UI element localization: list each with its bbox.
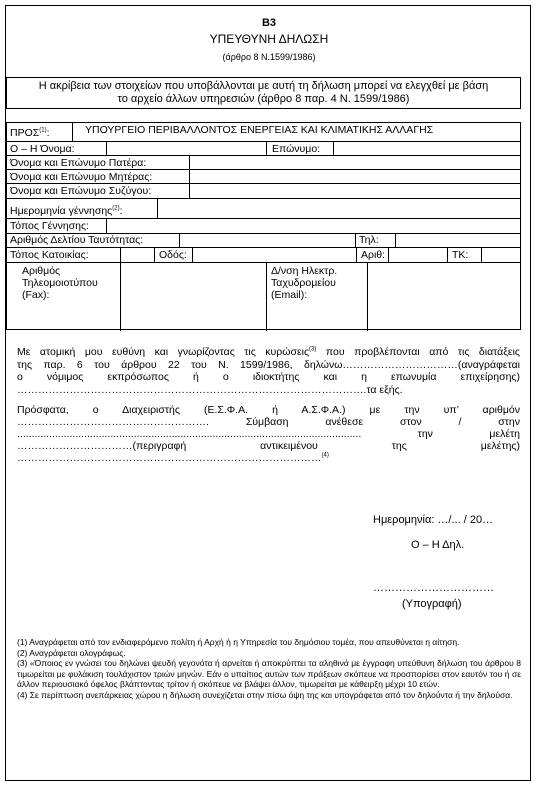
id-card-label: Αριθμός Δελτίου Ταυτότητας: [10,234,144,246]
birth-date-label: Ημερομηνία γέννησης$^{(2)}$: [10,205,123,217]
document-subtitle: (άρθρο 8 Ν.1599/1986) [222,52,316,62]
declaration-paragraph-2 [17,404,520,464]
pros-recipient: ΥΠΟΥΡΓΕΙΟ ΠΕΡΙΒΑΛΛΟΝΤΟΣ ΕΝΕΡΓΕΙΑΣ ΚΑΙ ΚΛΙΜΑΤΙΚΗΣ ΑΛΛΑΓΗΣ [85,124,434,136]
footnote-1: (1) Αναγράφεται από τον ενδιαφερόμενο πολίτη ή Αρχή ή η Υπηρεσία του δημόσιου τομέα, που απευθύνεται η αίτηση. [17,637,460,647]
declaration-line: ...................................................................................................................... την μελέτη [17,428,520,440]
fax-label-2: Τηλεομοιοτύπου [22,277,98,289]
email-label-1: Δ/νση Ηλεκτρ. [271,265,338,277]
footnotes [17,637,521,700]
email-label-2: Ταχυδρομείου [271,277,336,289]
form-code: B3 [261,17,277,29]
signature-caption: (Υπογραφή) [402,598,462,610]
declaration-paragraph-1 [17,346,520,396]
date-field: Ημερομηνία: …/... / 20… [373,514,494,526]
notice-line-2: το αρχείο άλλων υπηρεσιών (άρθρο 8 παρ. 4 Ν. 1599/1986) [117,93,410,105]
declaration-line: ………………………………………………. Σύμβαση ανέθεσε στον / στην [17,416,520,428]
birth-place-label: Τόπος Γέννησης: [10,220,89,232]
pros-label: ΠΡΟΣ$^{(1)}$: [10,127,50,139]
email-label-3: (Email): [271,289,308,301]
mother-name-label: Όνομα και Επώνυμο Μητέρας: [10,171,153,183]
residence-label: Τόπος Κατοικίας: [10,249,89,261]
notice-line-1: Η ακρίβεια των στοιχείων που υποβάλλονται με αυτή τη δήλωση μπορεί να ελεγχθεί με βάση [38,80,489,92]
footnote-4: (4) Σε περίπτωση ανεπάρκειας χώρου η δήλωση συνεχίζεται στην πίσω όψη της και υπογράφεται από τον δηλούντα ή την δηλούσα. [17,689,513,700]
phone-label: Τηλ: [359,234,379,246]
declaration-line: ……………………………(περιγραφή αντικειμένου της μελέτης) [17,440,520,452]
declarant-label: Ο – Η Δηλ. [411,539,465,551]
declaration-line: ο νόμιμος εκπρόσωπος ή ο ιδιοκτήτης και η επωνυμία επιχείρησης) [17,371,520,383]
fax-label-3: (Fax): [22,289,50,301]
footnote-2: (2) Αναγράφεται ολογράφως. [17,647,126,658]
declaration-line: Με ατομική μου ευθύνη και γνωρίζοντας τις κυρώσεις$^{(3)}$ που προβλέπονται από τις διατάξεις [17,346,520,358]
spouse-name-label: Όνομα και Επώνυμο Συζύγου: [10,185,152,197]
declaration-line: ……………………………………………………………………………$^{(4)}$ [17,452,329,464]
postcode-label: ΤΚ: [452,249,469,261]
declaration-line: της παρ. 6 του άρθρου 22 του Ν. 1599/1986, δηλώνω……………………………(αναγράφεται [17,358,520,371]
fax-label-1: Αριθμός [22,265,61,277]
document-title: ΥΠΕΥΘΥΝΗ ΔΗΛΩΣΗ [209,32,329,46]
declaration-line: ……………………………………………………………………………………….τα εξής. [17,383,403,396]
surname-label: Επώνυμο: [272,143,321,155]
father-name-label: Όνομα και Επώνυμο Πατέρα: [10,157,147,169]
declaration-line: Πρόσφατα, ο Διαχειριστής (Ε.Σ.Φ.Α. ή Α.Σ.Φ.Α.) με την υπ’ αριθμόν [17,404,520,416]
notice-box [6,77,521,109]
personal-details-table [6,122,521,330]
footnote-3: (3) «Όποιος εν γνώσει του δηλώνει ψευδή γεγονότα ή αρνείται ή αποκρύπτει τα αληθινά με έγγραφη υπεύθυνη δήλωση του άρθρου 8 τιμωρείται με φυλάκιση τουλάχιστον τριών μηνών. Εάν ο υπαίτιος αυτών των πράξεων σκόπευε να προσπορίσει στον εαυτόν του ή σε άλλον περιουσιακό όφελος βλάπτοντας τρίτον ή σκόπευε να βλάψει άλλον, τιμωρείται με κάθειρξη μέχρι 10 ετών. [17,658,521,689]
number-label: Αριθ: [361,249,386,261]
signature-line: …………………………… [373,582,494,594]
street-label: Οδός: [159,249,187,261]
first-name-label: Ο – Η Όνομα: [10,143,75,155]
